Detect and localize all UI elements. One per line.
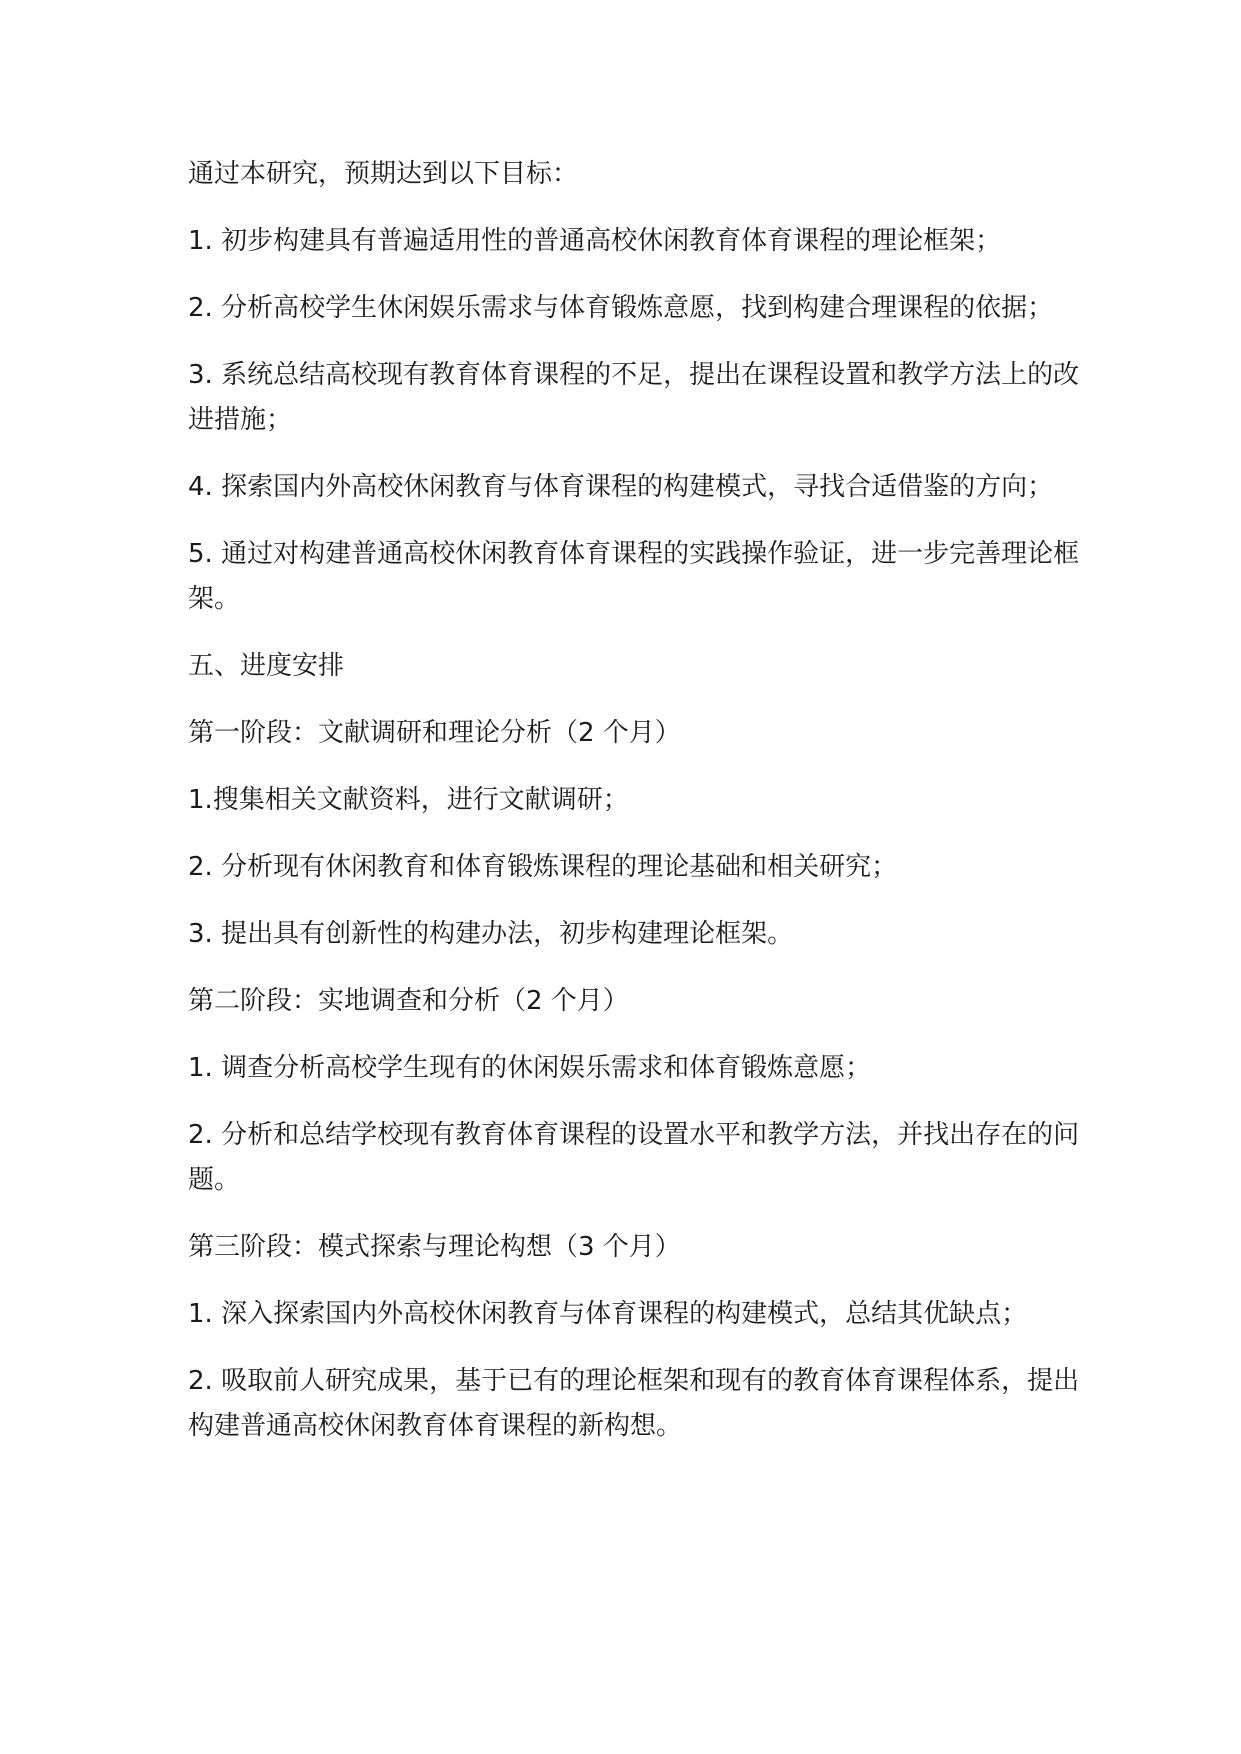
phase-1-item-2: 2. 分析现有休闲教育和体育锻炼课程的理论基础和相关研究； bbox=[188, 852, 898, 882]
goal-item-1: 1. 初步构建具有普遍适用性的普通高校休闲教育体育课程的理论框架； bbox=[188, 226, 1002, 256]
phase-2-heading: 第二阶段：实地调查和分析（2 个月） bbox=[188, 986, 629, 1016]
intro-paragraph: 通过本研究，预期达到以下目标： bbox=[188, 159, 579, 189]
phase-3-item-1: 1. 深入探索国内外高校休闲教育与体育课程的构建模式，总结其优缺点； bbox=[188, 1299, 1028, 1329]
phase-2-item-1: 1. 调查分析高校学生现有的休闲娱乐需求和体育锻炼意愿； bbox=[188, 1053, 872, 1083]
document-body bbox=[188, 152, 1088, 1471]
goal-item-2: 2. 分析高校学生休闲娱乐需求与体育锻炼意愿，找到构建合理课程的依据； bbox=[188, 293, 1054, 323]
phase-3-item-2: 2. 吸取前人研究成果，基于已有的理论框架和现有的教育体育课程体系，提出构建普通高校休闲教育体育课程的新构想。 bbox=[188, 1366, 1080, 1441]
phase-3-heading: 第三阶段：模式探索与理论构想（3 个月） bbox=[188, 1232, 681, 1262]
phase-1-item-3: 3. 提出具有创新性的构建办法，初步构建理论框架。 bbox=[188, 919, 794, 949]
goal-item-3: 3. 系统总结高校现有教育体育课程的不足，提出在课程设置和教学方法上的改进措施； bbox=[188, 360, 1080, 435]
goal-item-4: 4. 探索国内外高校休闲教育与体育课程的构建模式，寻找合适借鉴的方向； bbox=[188, 472, 1054, 502]
section-heading-schedule: 五、进度安排 bbox=[188, 651, 345, 681]
phase-1-heading: 第一阶段：文献调研和理论分析（2 个月） bbox=[188, 718, 681, 748]
goal-item-5: 5. 通过对构建普通高校休闲教育体育课程的实践操作验证，进一步完善理论框架。 bbox=[188, 539, 1080, 614]
phase-2-item-2: 2. 分析和总结学校现有教育体育课程的设置水平和教学方法，并找出存在的问题。 bbox=[188, 1120, 1080, 1195]
phase-1-item-1: 1.搜集相关文献资料，进行文献调研； bbox=[188, 785, 629, 815]
